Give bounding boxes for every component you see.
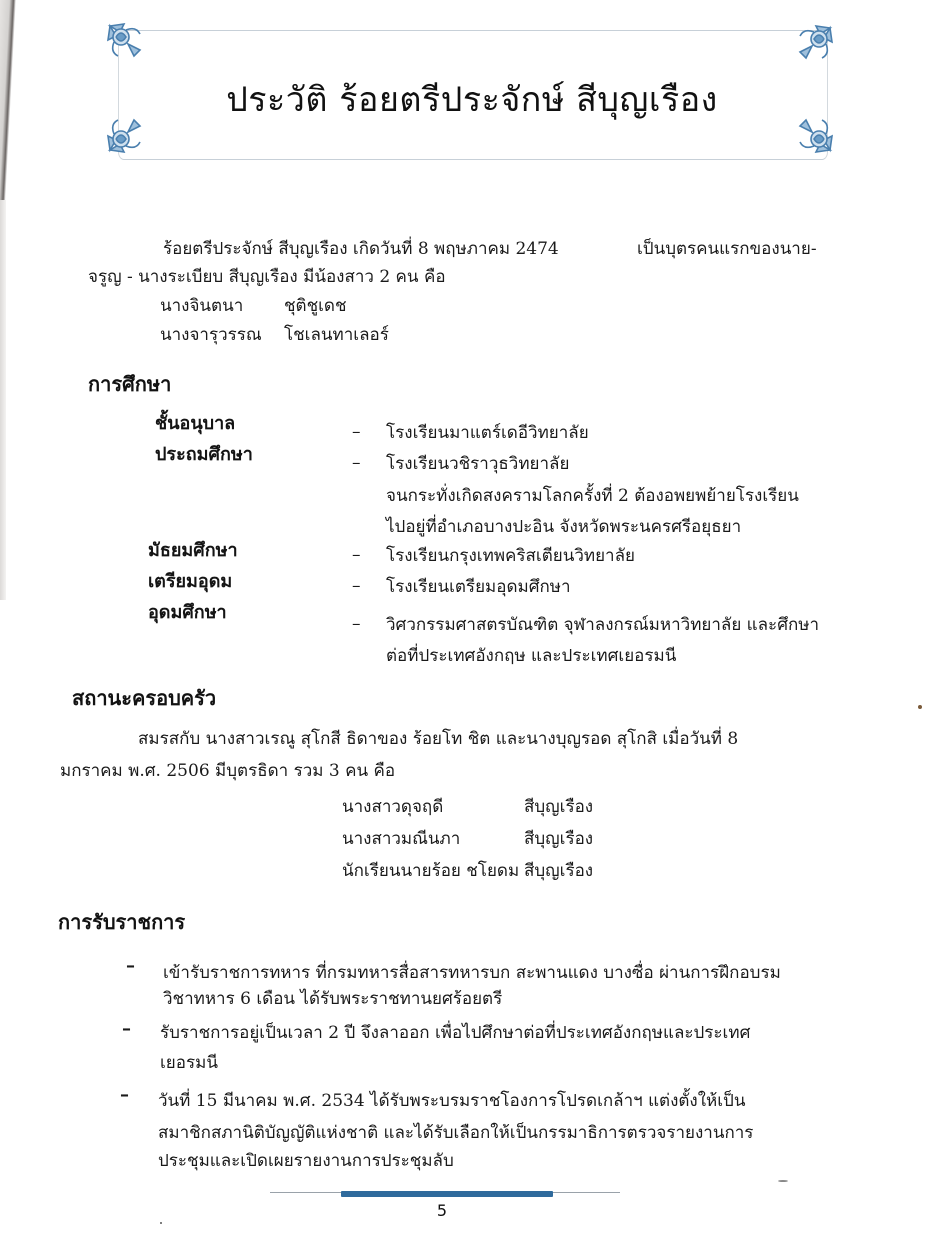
corner-ornament-icon bbox=[104, 20, 148, 64]
education-level: เตรียมอุดม bbox=[148, 571, 233, 592]
page-number: 5 bbox=[436, 1201, 448, 1220]
service-item-line: เยอรมนี bbox=[160, 1053, 218, 1073]
education-school: โรงเรียนกรุงเทพคริสเตียนวิทยาลัย bbox=[386, 546, 635, 566]
section-heading-family: สถานะครอบครัว bbox=[72, 686, 217, 710]
education-note: จนกระทั่งเกิดสงครามโลกครั้งที่ 2 ต้องอพยพย้ายโรงเรียน bbox=[386, 486, 799, 506]
education-note: ไปอยู่ที่อำเภอบางปะอิน จังหวัดพระนครศรีอยุธยา bbox=[386, 517, 742, 537]
education-note: ต่อที่ประเทศอังกฤษ และประเทศเยอรมนี bbox=[386, 646, 677, 666]
intro-line-2: จรูญ - นางระเบียบ สีบุญเรือง มีน้องสาว 2 คน คือ bbox=[88, 267, 446, 287]
child-last-name: สีบุญเรือง bbox=[524, 797, 594, 817]
service-item-line: ประชุมและเปิดเผยรายงานการประชุมลับ bbox=[158, 1151, 454, 1171]
corner-ornament-icon bbox=[792, 22, 836, 66]
sibling-first-name: นางจารุวรรณ bbox=[160, 325, 262, 345]
paper-dot bbox=[160, 1222, 162, 1224]
education-level: อุดมศึกษา bbox=[148, 602, 227, 623]
dash: – bbox=[352, 453, 361, 473]
family-line-1: สมรสกับ นางสาวเรณู สุโกสี ธิดาของ ร้อยโท ชิต และนางบุญรอด สุโกสิ เมื่อวันที่ 8 bbox=[138, 729, 739, 749]
dash: – bbox=[352, 422, 361, 442]
section-heading-service: การรับราชการ bbox=[58, 910, 186, 934]
education-school: โรงเรียนเตรียมอุดมศึกษา bbox=[386, 577, 571, 597]
education-school: โรงเรียนวชิราวุธวิทยาลัย bbox=[386, 454, 570, 474]
child-first-name: นางสาวมณีนภา bbox=[342, 829, 461, 849]
education-level: ประถมศึกษา bbox=[155, 444, 253, 465]
sibling-last-name: ชุติชูเดช bbox=[284, 296, 347, 316]
sibling-first-name: นางจินตนา bbox=[160, 296, 244, 316]
bullet-dash: – bbox=[120, 1084, 129, 1105]
dash: – bbox=[352, 576, 361, 596]
education-level: มัธยมศึกษา bbox=[148, 540, 238, 561]
education-school: โรงเรียนมาแตร์เดอีวิทยาลัย bbox=[386, 423, 589, 443]
page-edge-shadow-lower bbox=[0, 200, 6, 600]
dash: – bbox=[352, 545, 361, 565]
page-edge-shadow bbox=[0, 0, 16, 200]
child-last-name: สีบุญเรือง bbox=[524, 861, 594, 881]
paper-speck bbox=[918, 705, 922, 709]
service-item-line: วิชาทหาร 6 เดือน ได้รับพระราชทานยศร้อยตรี bbox=[163, 989, 503, 1009]
service-item-line: เข้ารับราชการทหาร ที่กรมทหารสื่อสารทหารบก สะพานแดง บางซื่อ ผ่านการฝึกอบรม bbox=[163, 963, 781, 983]
intro-line-1: ร้อยตรีประจักษ์ สีบุญเรือง เกิดวันที่ 8 พฤษภาคม 2474 bbox=[163, 239, 559, 259]
sibling-last-name: โชเลนทาเลอร์ bbox=[284, 325, 389, 345]
page-title: ประวัติ ร้อยตรีประจักษ์ สีบุญเรือง bbox=[226, 80, 718, 120]
child-first-name: นักเรียนนายร้อย ชโยดม bbox=[342, 861, 520, 881]
intro-line-1-end: เป็นบุตรคนแรกของนาย- bbox=[637, 239, 817, 259]
education-level: ชั้นอนุบาล bbox=[155, 413, 236, 434]
family-line-2: มกราคม พ.ศ. 2506 มีบุตรธิดา รวม 3 คน คือ bbox=[60, 761, 396, 781]
bullet-dash: – bbox=[122, 1018, 131, 1039]
paper-mark bbox=[778, 1180, 788, 1182]
child-first-name: นางสาวดุจฤดี bbox=[342, 797, 444, 817]
footer-accent-bar bbox=[341, 1191, 553, 1197]
section-heading-education: การศึกษา bbox=[88, 372, 172, 396]
dash: – bbox=[352, 614, 361, 634]
bullet-dash: – bbox=[126, 955, 135, 976]
child-last-name: สีบุญเรือง bbox=[524, 829, 594, 849]
service-item-line: สมาชิกสภานิติบัญญัติแห่งชาติ และได้รับเลือกให้เป็นกรรมาธิการตรวจรายงานการ bbox=[158, 1123, 754, 1143]
service-item-line: วันที่ 15 มีนาคม พ.ศ. 2534 ได้รับพระบรมราชโองการโปรดเกล้าฯ แต่งตั้งให้เป็น bbox=[158, 1091, 746, 1111]
education-school: วิศวกรรมศาสตรบัณฑิต จุฬาลงกรณ์มหาวิทยาลัย และศึกษา bbox=[386, 615, 820, 635]
service-item-line: รับราชการอยู่เป็นเวลา 2 ปี จึงลาออก เพื่อไปศึกษาต่อที่ประเทศอังกฤษและประเทศ bbox=[160, 1023, 751, 1043]
